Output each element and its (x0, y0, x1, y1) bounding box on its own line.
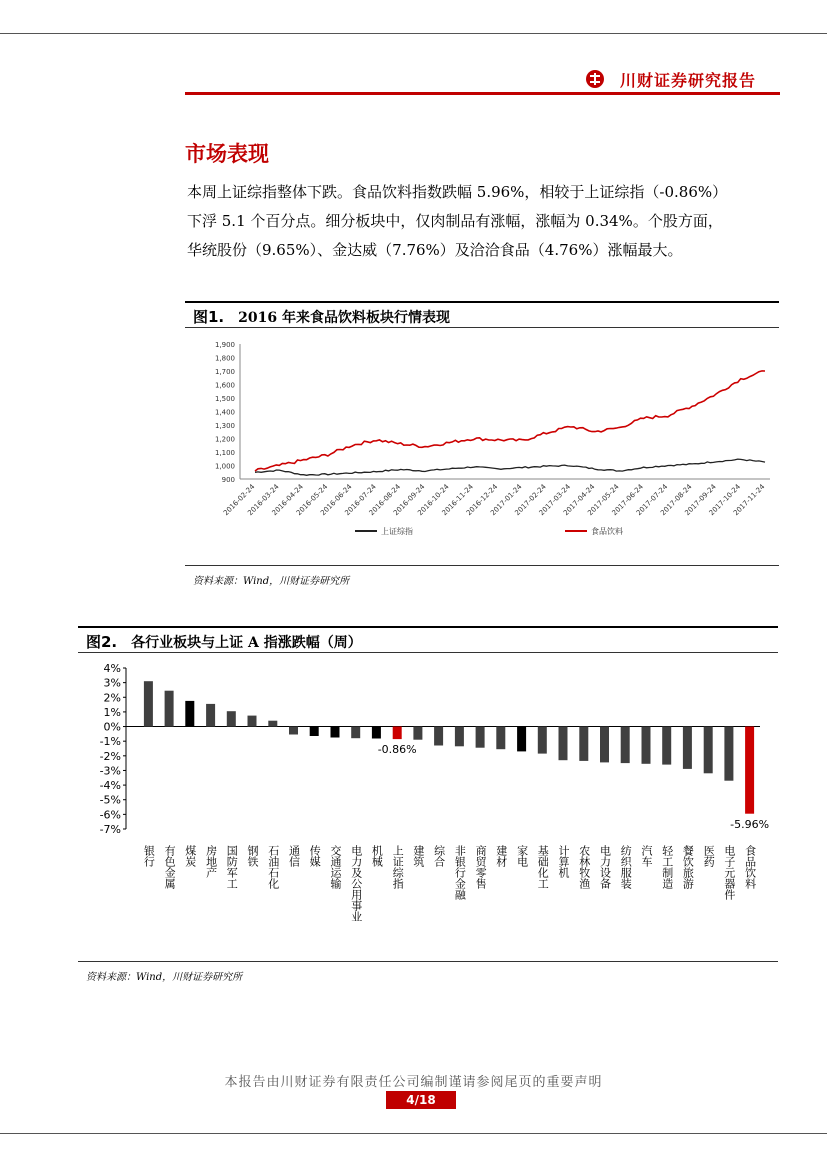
category-label: 农林牧渔 (577, 845, 591, 889)
category-label: 非银行金融 (453, 845, 467, 900)
y-tick-label: 2% (103, 691, 121, 705)
bar (496, 727, 505, 750)
figure2-title (86, 631, 362, 652)
y-tick-label: 1,400 (214, 408, 235, 417)
y-tick-label: 0% (103, 720, 121, 734)
bar (310, 727, 319, 737)
y-tick-label: 1,200 (214, 435, 235, 444)
y-tick-label: 1,600 (214, 381, 235, 390)
bar (476, 727, 485, 748)
figure2-top-rule (78, 626, 778, 628)
y-tick-label: 1,500 (214, 395, 235, 403)
category-label: 基础化工 (536, 845, 550, 889)
y-tick-label: 1,700 (214, 368, 235, 376)
figure2-number: 图2. (86, 633, 118, 651)
y-tick-label: -1% (99, 735, 121, 749)
x-tick-label: 2017-01-24 (489, 482, 524, 518)
category-label: 银行 (142, 845, 156, 867)
paragraph-line: 本周上证综指整体下跌。食品饮料指数跌幅 5.96%，相较于上证综指（-0.86%） (187, 183, 728, 201)
bar (227, 711, 236, 726)
figure2-title-rule (78, 652, 778, 653)
series-line-food-beverage (255, 371, 765, 471)
bar (559, 727, 568, 761)
y-tick-label: 1,000 (214, 462, 235, 471)
y-tick-label: 3% (103, 676, 121, 690)
category-label: 餐饮旅游 (681, 845, 695, 889)
legend-label: 上证综指 (381, 527, 413, 536)
bar (268, 721, 277, 727)
figure2-category-labels (78, 845, 778, 960)
x-tick-label: 2017-03-24 (537, 482, 573, 518)
bar (517, 727, 526, 752)
x-tick-label: 2017-07-24 (634, 482, 670, 518)
category-label: 建材 (494, 845, 508, 867)
figure2-source: 资料来源：Wind，川财证券研究所 (86, 972, 243, 983)
category-label: 综合 (432, 845, 446, 867)
category-label: 通信 (287, 845, 301, 867)
x-tick-label: 2016-04-24 (270, 482, 305, 518)
x-tick-label: 2016-12-24 (464, 482, 500, 518)
bar (289, 727, 298, 735)
y-tick-label: 1,100 (214, 449, 235, 457)
bar (455, 727, 464, 747)
x-tick-label: 2016-07-24 (343, 482, 378, 518)
x-tick-label: 2016-09-24 (391, 482, 427, 518)
x-tick-label: 2017-06-24 (610, 482, 645, 518)
bar (662, 727, 671, 765)
figure2-bar-chart (78, 656, 778, 844)
x-tick-label: 2016-10-24 (416, 482, 451, 518)
figure1-number: 图1. (193, 308, 225, 326)
x-tick-label: 2016-05-24 (294, 482, 330, 518)
y-tick-label: -5% (99, 793, 121, 807)
bar (683, 727, 692, 769)
x-tick-label: 2017-02-24 (513, 482, 548, 518)
category-label: 建筑 (411, 845, 425, 867)
bar (331, 727, 340, 738)
x-tick-label: 2016-03-24 (246, 482, 281, 518)
category-label: 商贸零售 (474, 845, 488, 889)
category-label: 汽车 (640, 845, 653, 867)
category-label: 煤炭 (183, 845, 197, 867)
header-rule (185, 92, 780, 95)
figure1-source: 资料来源：Wind，川财证券研究所 (193, 576, 350, 587)
category-label: 钢铁 (246, 845, 259, 867)
bar (642, 727, 651, 764)
series-line-shanghai-composite (255, 459, 765, 475)
category-label: 石油石化 (266, 845, 280, 889)
figure2-title-text: 各行业板块与上证 A 指涨跌幅（周） (131, 635, 362, 651)
bar (600, 727, 609, 763)
bar (579, 727, 588, 761)
bar (248, 716, 257, 727)
y-tick-label: -6% (99, 808, 121, 822)
bar (724, 727, 733, 781)
figure1-bottom-rule (185, 565, 779, 566)
y-tick-label: 1,800 (214, 354, 235, 363)
bar (538, 727, 547, 754)
category-label: 纺织服装 (619, 845, 633, 889)
category-label: 医药 (702, 845, 716, 867)
bar (393, 727, 402, 740)
category-label: 房地产 (204, 845, 218, 878)
bar (413, 727, 422, 740)
y-tick-label: -2% (99, 749, 121, 763)
y-tick-label: 4% (103, 662, 121, 675)
x-tick-label: 2017-10-24 (707, 482, 743, 518)
x-tick-label: 2016-02-24 (221, 482, 257, 518)
x-tick-label: 2017-11-24 (731, 482, 767, 518)
category-label: 机械 (370, 845, 384, 867)
category-label: 家电 (515, 845, 529, 867)
figure1-title-text: 2016 年来食品饮料板块行情表现 (238, 310, 450, 326)
company-logo-icon (586, 70, 604, 88)
y-tick-label: 1,900 (214, 341, 235, 349)
x-tick-label: 2017-04-24 (561, 482, 597, 518)
bar (144, 681, 153, 726)
bar (206, 704, 215, 727)
y-tick-label: -3% (99, 764, 121, 778)
bar (621, 727, 630, 764)
x-tick-label: 2017-09-24 (683, 482, 718, 518)
category-label: 轻工制造 (660, 845, 674, 889)
section-title: 市场表现 (185, 141, 269, 166)
category-label: 国防军工 (225, 845, 239, 889)
y-tick-label: -4% (99, 779, 121, 793)
paragraph-line: 下浮 5.1 个百分点。细分板块中，仅肉制品有涨幅，涨幅为 0.34%。个股方面， (187, 212, 723, 230)
bar (704, 727, 713, 774)
report-brand: 川财证券研究报告 (620, 71, 757, 90)
figure1-title-rule (185, 327, 779, 328)
figure1-title (193, 306, 450, 327)
category-label: 电力及公用事业 (349, 845, 363, 922)
bar (372, 727, 381, 739)
market-summary-paragraph (187, 178, 782, 265)
page-number: 4/18 (386, 1091, 456, 1109)
x-tick-label: 2016-08-24 (367, 482, 403, 518)
figure2-bottom-rule (78, 961, 778, 962)
y-tick-label: 1,300 (214, 422, 235, 430)
data-label: -5.96% (730, 817, 770, 831)
legend-label: 食品饮料 (591, 527, 623, 536)
x-tick-label: 2016-11-24 (440, 482, 475, 518)
paragraph-line: 华统股份（9.65%）、金达威（7.76%）及洽洽食品（4.76%）涨幅最大。 (187, 241, 683, 259)
data-label: -0.86% (377, 743, 417, 757)
category-label: 食品饮料 (743, 845, 757, 889)
bar (745, 727, 754, 814)
category-label: 计算机 (557, 845, 570, 878)
figure1-top-rule (185, 301, 779, 303)
y-tick-label: -7% (99, 823, 121, 836)
x-tick-label: 2016-06-24 (319, 482, 354, 518)
y-tick-label: 1% (103, 705, 121, 719)
category-label: 交通运输 (329, 845, 342, 889)
x-tick-label: 2017-08-24 (659, 482, 694, 518)
category-label: 有色金属 (163, 845, 177, 889)
footer-disclaimer: 本报告由川财证券有限责任公司编制谨请参阅尾页的重要声明 (224, 1075, 603, 1090)
bottom-border-line (0, 1133, 827, 1134)
bar (434, 727, 443, 746)
top-border-line (0, 33, 827, 34)
category-label: 上证综指 (391, 845, 405, 889)
category-label: 传媒 (308, 845, 322, 867)
category-label: 电子元器件 (722, 845, 736, 900)
bar (165, 691, 174, 727)
figure1-line-chart (185, 332, 779, 564)
x-tick-label: 2017-05-24 (586, 482, 621, 518)
bar (351, 727, 360, 739)
bar (185, 701, 194, 727)
y-tick-label: 900 (221, 476, 235, 484)
category-label: 电力设备 (598, 845, 612, 889)
